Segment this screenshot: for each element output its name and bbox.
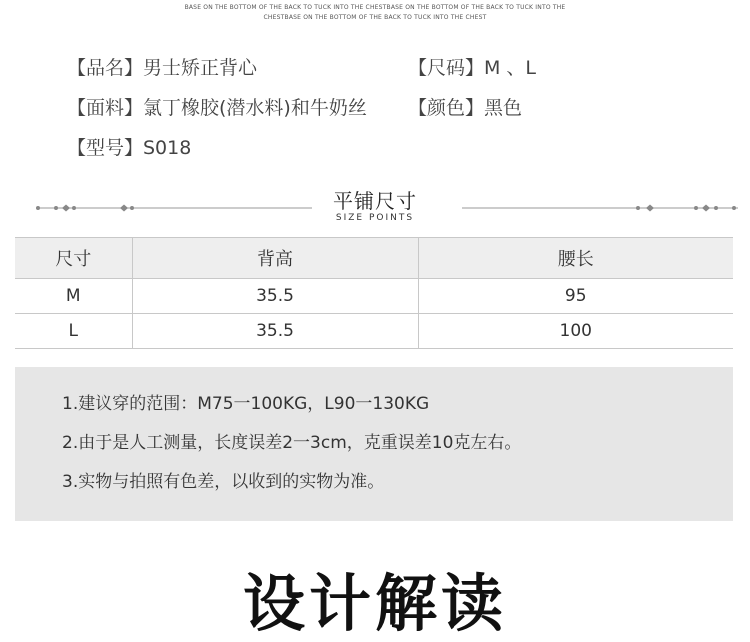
column-header-waist-length: 腰长	[418, 238, 733, 279]
spec-size: 【尺码】M 、L	[408, 57, 537, 79]
table-cell: 35.5	[132, 279, 418, 314]
section-subtitle: SIZE POINTS	[335, 213, 415, 223]
right-ornament-line	[460, 202, 740, 214]
column-header-size: 尺寸	[15, 238, 132, 279]
note-item: 3.实物与拍照有色差，以收到的实物为准。	[62, 472, 385, 492]
notes-panel	[15, 367, 733, 521]
spec-product-name: 【品名】男士矫正背心	[67, 57, 258, 79]
table-cell: L	[15, 314, 132, 349]
spec-material: 【面料】氯丁橡胶(潜水料)和牛奶丝	[67, 97, 367, 119]
table-header-row	[15, 238, 733, 279]
section-title: 平铺尺寸	[333, 189, 417, 213]
column-header-back-height: 背高	[132, 238, 418, 279]
table-cell: 35.5	[132, 314, 418, 349]
table-cell: 100	[418, 314, 733, 349]
table-cell: M	[15, 279, 132, 314]
section-header	[0, 182, 750, 230]
table-cell: 95	[418, 279, 733, 314]
note-item: 1.建议穿的范围：M75一100KG，L90一130KG	[62, 394, 430, 414]
spec-color: 【颜色】黑色	[408, 97, 523, 119]
spec-model: 【型号】S018	[67, 137, 192, 159]
tagline-line-2: CHESTBASE ON THE BOTTOM OF THE BACK TO TUCK INTO THE CHEST	[263, 14, 487, 21]
table-row	[15, 279, 733, 314]
size-table	[15, 237, 733, 349]
tagline-line-1: BASE ON THE BOTTOM OF THE BACK TO TUCK INTO THE CHESTBASE ON THE BOTTOM OF THE BACK TO TUCK INTO THE	[184, 4, 566, 11]
note-item: 2.由于是人工测量，长度误差2一3cm，克重误差10克左右。	[62, 433, 522, 453]
design-interpretation-title: 设计解读	[242, 567, 507, 640]
table-row	[15, 314, 733, 349]
